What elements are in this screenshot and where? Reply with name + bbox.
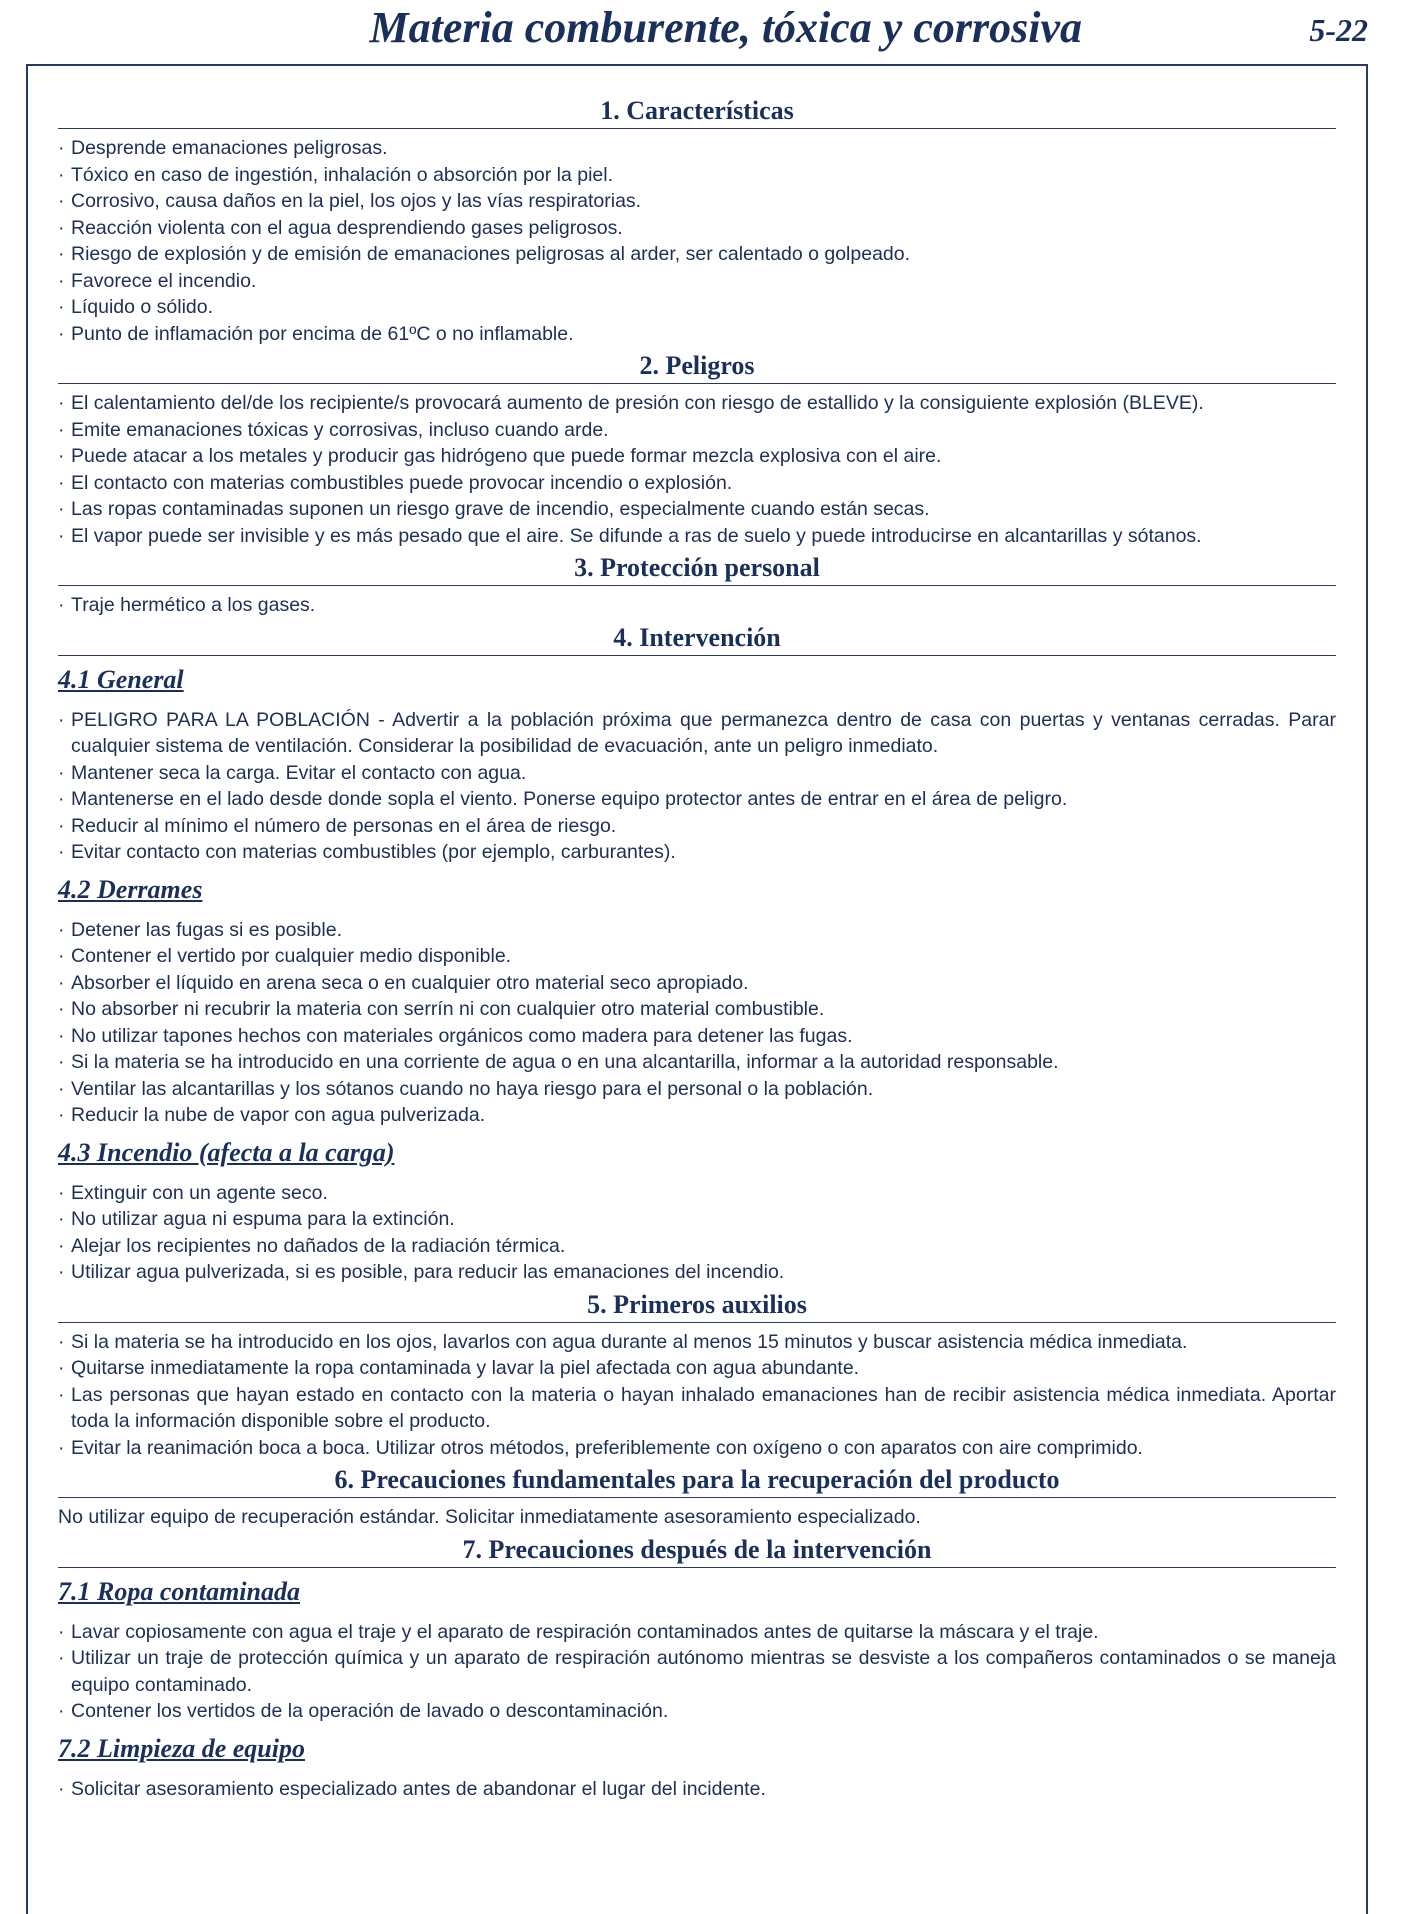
section-intervencion (58, 623, 1336, 1286)
list-item: · El calentamiento del/de los recipiente/s provocará aumento de presión con riesgo de estallido y la consiguiente explosión (BLEVE). (58, 390, 1336, 417)
subheading-equipo: 7.2 Limpieza de equipo (58, 1733, 305, 1763)
list-item: · Riesgo de explosión y de emisión de emanaciones peligrosas al arder, ser calentado o golpeado. (58, 241, 1336, 268)
recuperacion-text: No utilizar equipo de recuperación estándar. Solicitar inmediatamente asesoramiento especializado. (58, 1506, 921, 1528)
list-item: · El vapor puede ser invisible y es más pesado que el aire. Se difunde a ras de suelo y puede introducirse en alcantarillas y sótanos. (58, 523, 1336, 550)
list-item: · No absorber ni recubrir la materia con serrín ni con cualquier otro material combustible. (58, 996, 1336, 1023)
section-primeros-auxilios (58, 1290, 1336, 1462)
list-item: · PELIGRO PARA LA POBLACIÓN - Advertir a la población próxima que permanezca dentro de casa con puertas y ventanas cerradas. Parar cualquier sistema de ventilación. Considerar la posibilidad de evacuación, ante un peligro inmediato. (58, 707, 1336, 760)
list-item: · Desprende emanaciones peligrosas. (58, 135, 1336, 162)
bullet-list (58, 592, 1336, 619)
list-item: · Ventilar las alcantarillas y los sótanos cuando no haya riesgo para el personal o la población. (58, 1076, 1336, 1103)
section-recuperacion (58, 1465, 1336, 1531)
section-caracteristicas (58, 96, 1336, 347)
list-item: · Emite emanaciones tóxicas y corrosivas, incluso cuando arde. (58, 417, 1336, 444)
section-despues (58, 1535, 1336, 1803)
page-title: Materia comburente, tóxica y corrosiva (369, 3, 1082, 52)
list-item: · Punto de inflamación por encima de 61ºC o no inflamable. (58, 321, 1336, 348)
bullet-list (58, 1329, 1336, 1462)
subheading-derrames: 4.2 Derrames (58, 874, 203, 904)
subheading-incendio: 4.3 Incendio (afecta a la carga) (58, 1137, 395, 1167)
section-heading: 5. Primeros auxilios (58, 1290, 1336, 1323)
list-item: · Puede atacar a los metales y producir gas hidrógeno que puede formar mezcla explosiva con el aire. (58, 443, 1336, 470)
list-item: · Reacción violenta con el agua desprendiendo gases peligrosos. (58, 215, 1336, 242)
list-item: · Tóxico en caso de ingestión, inhalación o absorción por la piel. (58, 162, 1336, 189)
list-item: · No utilizar tapones hechos con materiales orgánicos como madera para detener las fugas. (58, 1023, 1336, 1050)
list-item: · Alejar los recipientes no dañados de la radiación térmica. (58, 1233, 1336, 1260)
list-item: · Líquido o sólido. (58, 294, 1336, 321)
section-heading: 3. Protección personal (58, 553, 1336, 586)
page-number: 5-22 (1309, 12, 1368, 48)
section-peligros (58, 351, 1336, 549)
list-item: · Evitar contacto con materias combustibles (por ejemplo, carburantes). (58, 839, 1336, 866)
list-item: · Reducir la nube de vapor con agua pulverizada. (58, 1102, 1336, 1129)
bullet-list (58, 390, 1336, 549)
document-body (58, 96, 1336, 1806)
list-item: · Favorece el incendio. (58, 268, 1336, 295)
subheading-ropa: 7.1 Ropa contaminada (58, 1576, 300, 1606)
bullet-list (58, 917, 1336, 1129)
list-item: · Mantenerse en el lado desde donde sopla el viento. Ponerse equipo protector antes de entrar en el área de peligro. (58, 786, 1336, 813)
list-item: · Si la materia se ha introducido en una corriente de agua o en una alcantarilla, informar a la autoridad responsable. (58, 1049, 1336, 1076)
bullet-list (58, 135, 1336, 347)
list-item: · Extinguir con un agente seco. (58, 1180, 1336, 1207)
section-heading: 7. Precauciones después de la intervención (58, 1535, 1336, 1568)
list-item: · Absorber el líquido en arena seca o en cualquier otro material seco apropiado. (58, 970, 1336, 997)
list-item: · Traje hermético a los gases. (58, 592, 1336, 619)
list-item: · Las ropas contaminadas suponen un riesgo grave de incendio, especialmente cuando están secas. (58, 496, 1336, 523)
list-item: · Utilizar agua pulverizada, si es posible, para reducir las emanaciones del incendio. (58, 1259, 1336, 1286)
list-item: · Quitarse inmediatamente la ropa contaminada y lavar la piel afectada con agua abundante. (58, 1355, 1336, 1382)
bullet-list (58, 1776, 1336, 1803)
section-heading: 4. Intervención (58, 623, 1336, 656)
section-proteccion (58, 553, 1336, 619)
list-item: · Solicitar asesoramiento especializado antes de abandonar el lugar del incidente. (58, 1776, 1336, 1803)
list-item: · Utilizar un traje de protección química y un aparato de respiración autónomo mientras se desviste a los compañeros contaminados o se maneja equipo contaminado. (58, 1645, 1336, 1698)
list-item: · Detener las fugas si es posible. (58, 917, 1336, 944)
list-item: · No utilizar agua ni espuma para la extinción. (58, 1206, 1336, 1233)
section-heading: 1. Características (58, 96, 1336, 129)
list-item: · El contacto con materias combustibles puede provocar incendio o explosión. (58, 470, 1336, 497)
bullet-list (58, 707, 1336, 866)
list-item: · Si la materia se ha introducido en los ojos, lavarlos con agua durante al menos 15 minutos y buscar asistencia médica inmediata. (58, 1329, 1336, 1356)
list-item: · Contener los vertidos de la operación de lavado o descontaminación. (58, 1698, 1336, 1725)
list-item: · Evitar la reanimación boca a boca. Utilizar otros métodos, preferiblemente con oxígeno o con aparatos con aire comprimido. (58, 1435, 1336, 1462)
bullet-list (58, 1180, 1336, 1286)
list-item: · Mantener seca la carga. Evitar el contacto con agua. (58, 760, 1336, 787)
list-item: · Reducir al mínimo el número de personas en el área de riesgo. (58, 813, 1336, 840)
bullet-list (58, 1619, 1336, 1725)
list-item: · Contener el vertido por cualquier medio disponible. (58, 943, 1336, 970)
list-item: · Corrosivo, causa daños en la piel, los ojos y las vías respiratorias. (58, 188, 1336, 215)
section-heading: 6. Precauciones fundamentales para la recuperación del producto (58, 1465, 1336, 1498)
list-item: · Las personas que hayan estado en contacto con la materia o hayan inhalado emanaciones han de recibir asistencia médica inmediata. Aportar toda la información disponible sobre el producto. (58, 1382, 1336, 1435)
subheading-general: 4.1 General (58, 664, 184, 694)
list-item: · Lavar copiosamente con agua el traje y el aparato de respiración contaminados antes de quitarse la máscara y el traje. (58, 1619, 1336, 1646)
section-heading: 2. Peligros (58, 351, 1336, 384)
